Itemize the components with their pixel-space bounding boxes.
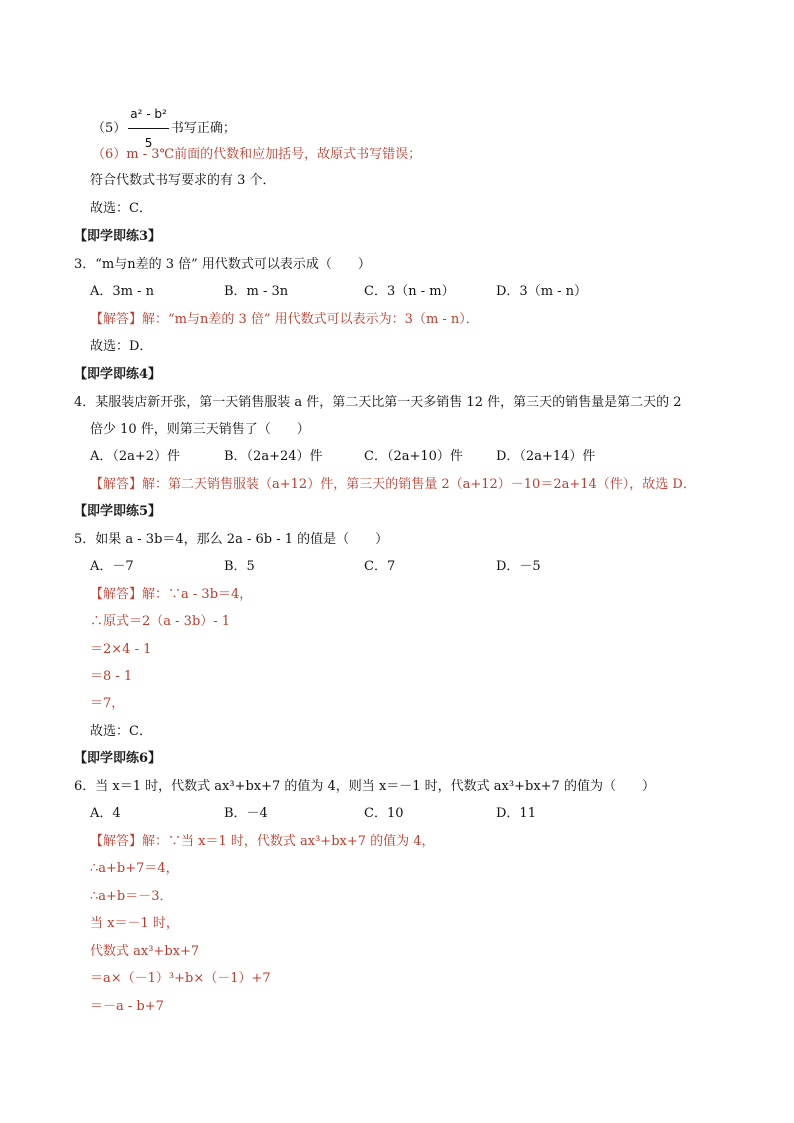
question-4-line-1: 4．某服装店新开张，第一天销售服装 a 件，第二天比第一天多销售 12 件，第三天的销售量是第二天的 2 (74, 395, 682, 410)
step-line: ＝－a - b+7 (90, 999, 164, 1014)
step-line: ＝2×4 - 1 (90, 642, 152, 657)
choice-5: 故选：C． (90, 724, 152, 739)
answer-label: 【解答】 (90, 312, 143, 327)
answer-3 (90, 311, 479, 329)
option-d: D．－5 (496, 559, 541, 574)
step-line: ∴a+b+7＝4， (90, 861, 179, 876)
question-5: 5．如果 a - 3b＝4，那么 2a - 6b - 1 的值是（ ） (74, 532, 389, 547)
section-tag-5: 【即学即练5】 (74, 504, 162, 519)
option-b: B．（2a+24）件 (224, 449, 323, 464)
section-tag-4: 【即学即练4】 (74, 367, 162, 382)
option-a: A．－7 (90, 559, 134, 574)
option-d: D．3（m - n） (496, 284, 588, 299)
step-line: 代数式 ax³+bx+7 (90, 944, 200, 959)
step-line: ＝a×（－1）³+b×（－1）+7 (90, 971, 271, 986)
answer-4 (90, 476, 696, 494)
summary-line: 符合代数式书写要求的有 3 个． (90, 173, 276, 188)
option-b: B．5 (224, 559, 255, 574)
item-5-suffix: 书写正确； (170, 121, 236, 136)
answer-text: 解：第二天销售服装（a+12）件，第三天的销售量 2（a+12）－10＝2a+14（件），故选 D． (142, 477, 696, 492)
question-3: 3．“m与n差的 3 倍” 用代数式可以表示成（ ） (74, 257, 371, 272)
question-4-line-2: 倍少 10 件，则第三天销售了（ ） (90, 422, 310, 437)
step-line: ∴a+b＝－3． (90, 889, 173, 904)
option-c: C．3（n - m） (364, 284, 455, 299)
option-c: C．7 (364, 559, 396, 574)
answer-label: 【解答】 (90, 587, 143, 602)
section-tag-3: 【即学即练3】 (74, 229, 162, 244)
option-c: C．（2a+10）件 (364, 449, 463, 464)
option-c: C．10 (364, 806, 404, 821)
item-6-line: （6）m - 3℃前面的代数和应加括号，故原式书写错误； (92, 147, 422, 162)
answer-text: 解：“m与n差的 3 倍” 用代数式可以表示为：3（m - n）． (142, 312, 479, 327)
answer-text: 解：∵当 x＝1 时，代数式 ax³+bx+7 的值为 4， (142, 834, 435, 849)
section-tag-6: 【即学即练6】 (74, 751, 162, 766)
item-5-prefix: （5） (92, 121, 127, 136)
option-b: B．－4 (224, 806, 268, 821)
option-a: A．（2a+2）件 (90, 449, 181, 464)
answer-6 (90, 833, 435, 851)
option-d: D．11 (496, 806, 536, 821)
fraction-numerator: a² - b² (128, 100, 169, 129)
choice-line: 故选：C． (90, 201, 152, 216)
answer-label: 【解答】 (90, 834, 143, 849)
question-6: 6．当 x＝1 时，代数式 ax³+bx+7 的值为 4，则当 x＝－1 时，代数式 ax³+bx+7 的值为（ ） (74, 779, 655, 794)
answer-label: 【解答】 (90, 477, 143, 492)
step-line: ＝8 - 1 (90, 669, 133, 684)
fraction-denominator: 5 (144, 136, 153, 150)
step-line: 当 x＝－1 时， (90, 916, 179, 931)
option-d: D．（2a+14）件 (496, 449, 596, 464)
answer-5 (90, 586, 252, 604)
step-line: ＝7， (90, 696, 125, 711)
answer-text: 解：∵a - 3b＝4， (142, 587, 253, 602)
choice-3: 故选：D． (90, 339, 153, 354)
option-a: A．4 (90, 806, 121, 821)
option-a: A．3m - n (90, 284, 155, 299)
option-b: B．m - 3n (224, 284, 289, 299)
step-line: ∴原式＝2（a - 3b）- 1 (90, 614, 231, 629)
